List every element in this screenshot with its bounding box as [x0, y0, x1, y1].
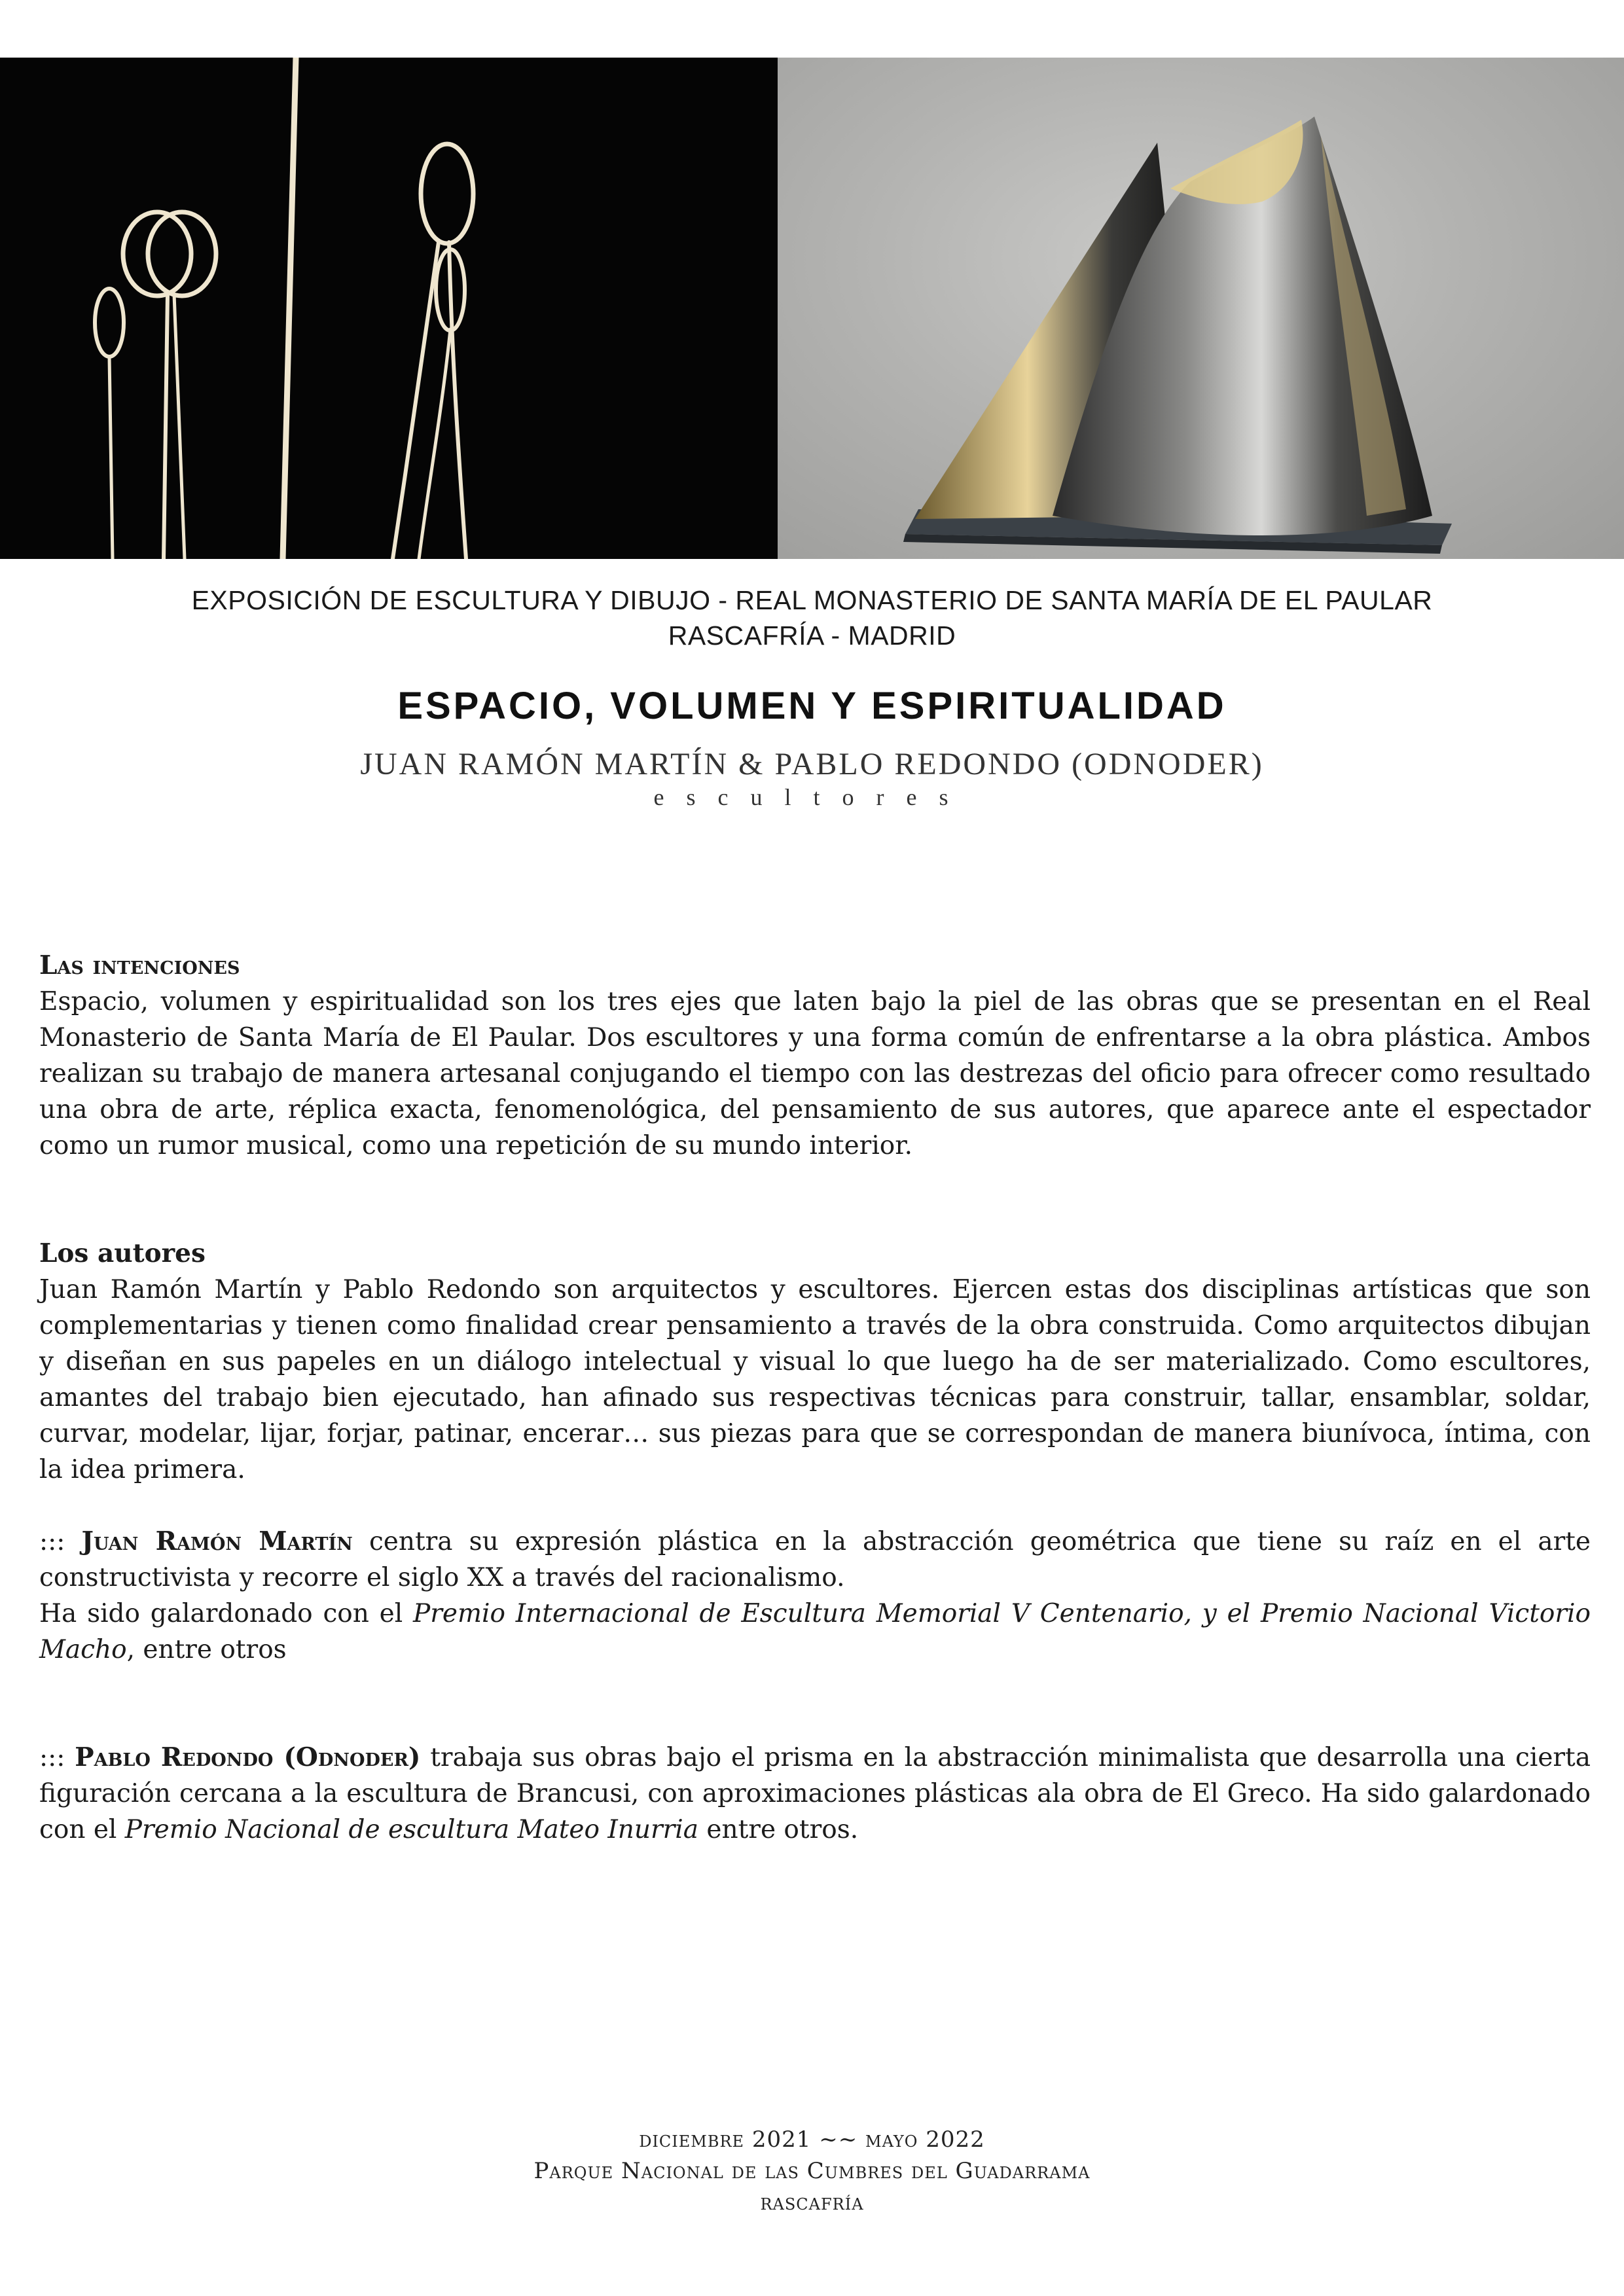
hero-photos — [0, 58, 1624, 559]
section-juan-ramon-martin — [39, 1524, 1591, 1668]
pr-name: Pablo Redondo (Odnoder) — [75, 1742, 421, 1772]
jrm-name: Juan Ramón Martín — [81, 1526, 353, 1556]
jrm-award-paragraph — [39, 1596, 1591, 1668]
jrm-text-1: centra su expresión plástica en la abstracción geométrica que tiene su raíz en el arte constructivista y recorre el siglo XX a través del racionalismo. — [39, 1527, 1591, 1592]
wire-sculpture-illustration — [0, 58, 778, 559]
jrm-paragraph — [39, 1524, 1591, 1596]
section-heading-intenciones: Las intenciones — [39, 950, 240, 980]
footer-dates: diciembre 2021 ~~ mayo 2022 — [639, 2126, 985, 2153]
section-text-intenciones: Espacio, volumen y espiritualidad son los tres ejes que laten bajo la piel de las obras que se presentan en el Real Monasterio de Santa María de El Paular. Dos escultores y una forma común de enfrentarse a la obra plástica. Ambos realizan su trabajo de manera artesanal conjugando el tiempo con las destrezas del oficio para ofrecer como resultado una obra de arte, réplica exacta, fenomenológica, del pensamiento de sus autores, que aparece ante el espectador como un rumor musical, como una repetición de su mundo interior. — [39, 987, 1591, 1160]
exhibition-title: ESPACIO, VOLUMEN Y ESPIRITUALIDAD — [397, 685, 1227, 727]
metal-cone-sculpture-photo — [778, 58, 1624, 559]
section-autores — [39, 1236, 1591, 1488]
section-heading-autores: Los autores — [39, 1238, 206, 1268]
metal-cone-illustration — [778, 58, 1624, 559]
authors-line: JUAN RAMÓN MARTÍN & PABLO REDONDO (ODNODER) — [360, 747, 1264, 781]
subtitle-line-2: RASCAFRÍA - MADRID — [668, 620, 956, 651]
pr-prefix: ::: — [39, 1743, 65, 1772]
jrm-award: Premio Internacional de Escultura Memorial V Centenario, y el Premio Nacional Victorio Macho — [39, 1599, 1591, 1664]
subtitle-line-1: EXPOSICIÓN DE ESCULTURA Y DIBUJO - REAL MONASTERIO DE SANTA MARÍA DE EL PAULAR — [191, 585, 1433, 615]
pr-text-2: entre otros. — [698, 1815, 859, 1844]
pr-award: Premio Nacional de escultura Mateo Inurria — [124, 1815, 699, 1844]
role-line: escultores — [653, 784, 971, 810]
footer-town: rascafría — [760, 2189, 864, 2215]
jrm-prefix: ::: — [39, 1527, 65, 1556]
section-text-autores: Juan Ramón Martín y Pablo Redondo son arquitectos y escultores. Ejercen estas dos disciplinas artísticas que son complementarias y tienen como finalidad crear pensamiento a través de la obra construida. Como arquitectos dibujan y diseñan en sus papeles en un diálogo intelectual y visual lo que luego ha de ser materializado. Como escultores, amantes del trabajo bien ejecutado, han afinado sus respectivas técnicas para construir, tallar, ensamblar, soldar, curvar, modelar, lijar, forjar, patinar, encerar… sus piezas para que se correspondan de manera biunívoca, íntima, con la idea primera. — [39, 1275, 1591, 1484]
exhibition-subtitle — [0, 583, 1624, 653]
footer — [0, 2124, 1624, 2218]
pr-text-1: trabaja sus obras bajo el prisma en la abstracción minimalista que desarrolla una cierta figuración cercana a la escultura de Brancusi, con aproximaciones plásticas ala obra de El Greco. Ha sido galardonado con el — [39, 1743, 1591, 1844]
section-intenciones — [39, 948, 1591, 1164]
wire-sculpture-photo — [0, 58, 778, 559]
section-pablo-redondo — [39, 1740, 1591, 1848]
pr-paragraph — [39, 1740, 1591, 1848]
jrm-text-3: , entre otros — [126, 1635, 287, 1664]
jrm-text-2: Ha sido galardonado con el — [39, 1599, 414, 1628]
footer-park: Parque Nacional de las Cumbres del Guadarrama — [533, 2158, 1091, 2184]
